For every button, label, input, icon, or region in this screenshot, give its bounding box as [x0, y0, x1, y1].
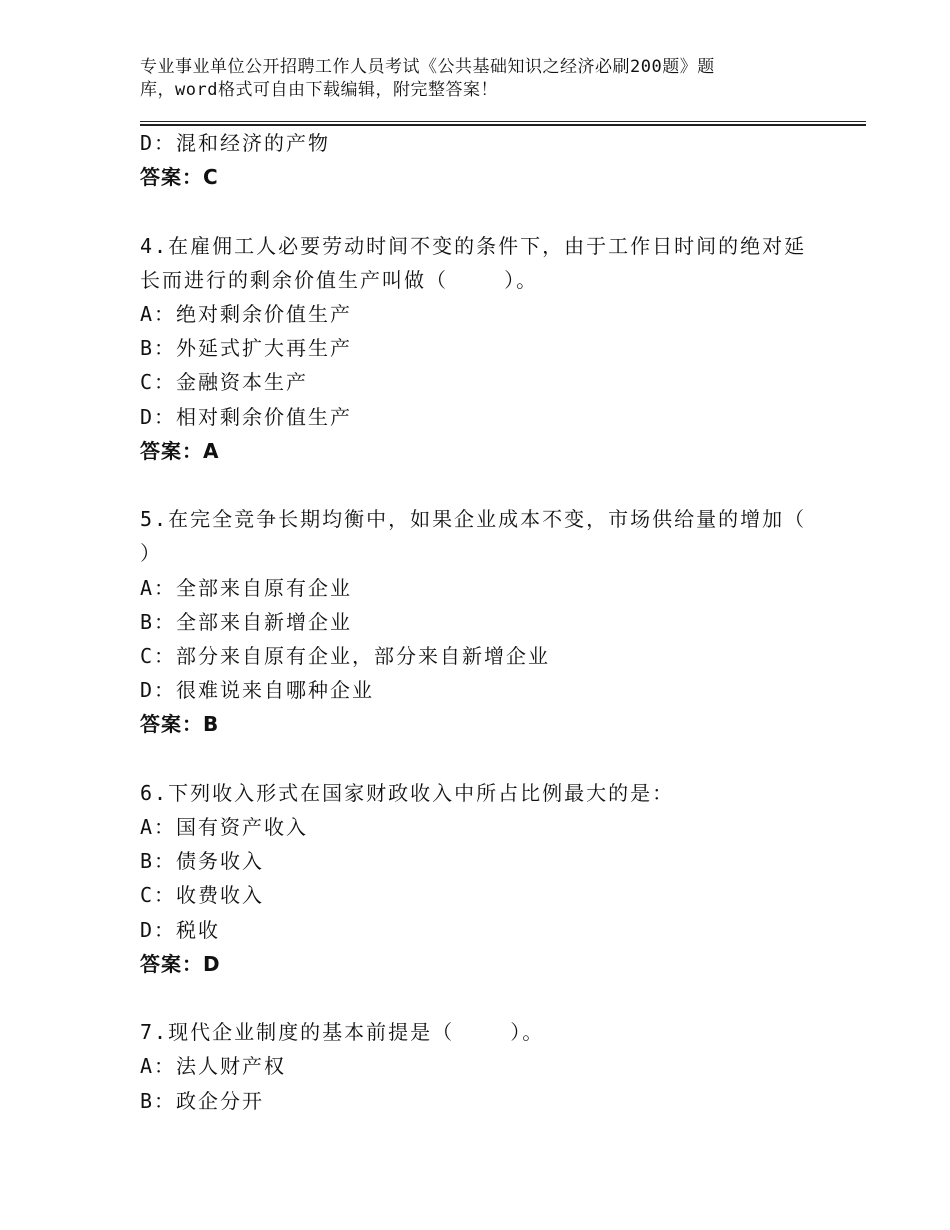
q6-stem-line-1: 6.下列收入形式在国家财政收入中所占比例最大的是：: [140, 780, 675, 805]
question-7: [140, 1015, 810, 1118]
q7-stem-line-1: 7.现代企业制度的基本前提是（ ）。: [140, 1020, 545, 1045]
q6-answer: 答案：D: [140, 951, 221, 976]
q5-stem-line-2: ）: [140, 541, 162, 566]
question-6: [140, 776, 810, 981]
q4-option-d: D：相对剩余价值生产: [140, 404, 353, 429]
spacer: [140, 194, 810, 228]
q7-option-b: B：政企分开: [140, 1088, 265, 1113]
question-5: [140, 502, 810, 741]
q4-answer: 答案：A: [140, 438, 220, 463]
spacer: [140, 742, 810, 776]
header-title-line-1: 专业事业单位公开招聘工作人员考试《公共基础知识之经济必刷200题》题: [140, 57, 715, 77]
q4-option-b: B：外延式扩大再生产: [140, 336, 353, 361]
header-title-line-2: 库，word格式可自由下载编辑，附完整答案！: [140, 80, 498, 100]
q3-option-d: D：混和经济的产物: [140, 131, 331, 155]
q4-stem-line-2: 长而进行的剩余价值生产叫做（ ）。: [140, 267, 539, 292]
q3-answer: 答案：C: [140, 165, 219, 190]
page-header: [140, 56, 780, 102]
q6-option-d: D：税收: [140, 917, 221, 942]
q5-option-c: C：部分来自原有企业，部分来自新增企业: [140, 644, 551, 669]
q5-option-d: D：很难说来自哪种企业: [140, 678, 375, 703]
q4-stem-line-1: 4.在雇佣工人必要劳动时间不变的条件下，由于工作日时间的绝对延: [140, 233, 807, 258]
spacer: [140, 981, 810, 1015]
q5-stem-line-1: 5.在完全竞争长期均衡中，如果企业成本不变，市场供给量的增加（: [140, 507, 807, 532]
q6-option-c: C：收费收入: [140, 883, 265, 908]
q5-option-a: A：全部来自原有企业: [140, 575, 353, 600]
q4-option-a: A：绝对剩余价值生产: [140, 302, 353, 326]
q4-option-c: C：金融资本生产: [140, 370, 309, 395]
q5-option-b: B：全部来自新增企业: [140, 609, 353, 634]
q5-answer: 答案：B: [140, 712, 220, 737]
question-3-tail: [140, 126, 810, 194]
q6-option-a: A：国有资产收入: [140, 815, 309, 840]
question-content: [140, 126, 810, 1118]
q7-option-a: A：法人财产权: [140, 1054, 287, 1079]
spacer: [140, 468, 810, 502]
header-divider-thin: [140, 121, 866, 122]
question-4: [140, 229, 810, 468]
q6-option-b: B：债务收入: [140, 849, 265, 874]
